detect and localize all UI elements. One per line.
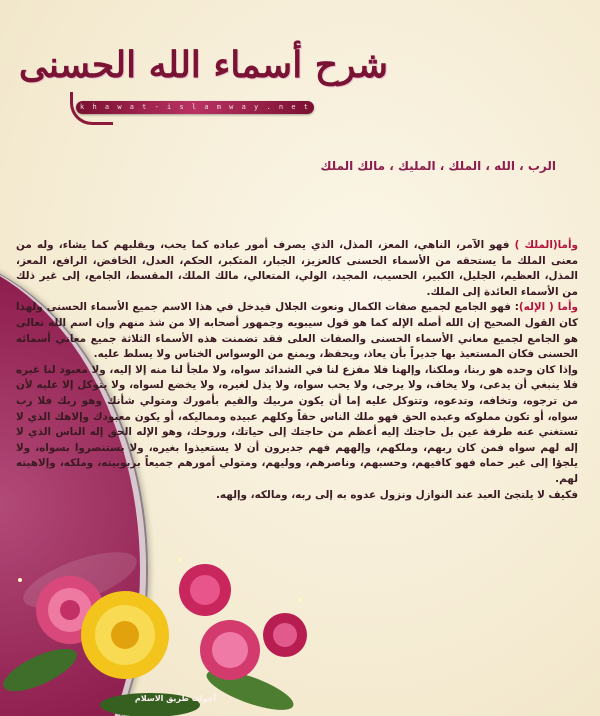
paragraph-refuge <box>16 363 578 488</box>
roses-decoration <box>0 540 330 716</box>
article-body <box>16 238 578 503</box>
paragraph-text: فهو الآمر، الناهي، المعز، المذل، الذي يصرف أمور عباده كما يحب، ويقلبهم كما يشاء، وله من معنى الملك ما يستحقه من الأسماء الحسنى كالعزيز، الجبار، المتكبر، الحكم، العدل، الخافض، الرافع، المعز، المذل، العظيم، الجليل، الكبير، الحسيب، المجيد، الولي، المتعالي، مالك الملك، المقسط، الجامع، إلى غير ذلك من الأسماء العائدة إلى الملك. <box>16 239 578 298</box>
paragraph-text: : فهو الجامع لجميع صفات الكمال ونعوت الجلال فيدخل في هذا الاسم جميع الأسماء الحسنى ولهذا كان القول الصحيح إن الله أصله الإله كما هو قول سيبويه وجمهور أصحابه إلا من شذ منهم وإن اسم الله تعالى هو الجامع لجميع معاني الأسماء الحسنى والصفات العلى فقد تضمنت هذه الأسماء الثلاثة جميع معاني أسمائه الحسنى فكان المستعيذ بها جديراً بأن يعاذ، ويحفظ، ويمنع من الوسواس الخناس ولا يسلط عليه. <box>16 301 578 361</box>
paragraph-text: فكيف لا يلتجئ العبد عند النوازل ونزول عدوه به إلى ربه، ومالكه، وإلهه. <box>215 488 578 501</box>
names-subtitle: الرب ، الله ، الملك ، المليك ، مالك الملك <box>320 159 556 173</box>
footer-credit: أخوات طريق الاسلام <box>134 694 216 703</box>
yellow-rose-icon <box>81 591 169 679</box>
paragraph-king <box>16 238 578 300</box>
site-banner: k h a w a t - i s l a m w a y . n e t <box>76 101 314 114</box>
term-king: وأما(الملك ) <box>514 239 578 251</box>
paragraph-ilah <box>16 300 578 362</box>
paragraph-closing <box>16 488 578 504</box>
red-rose-icon <box>179 564 307 680</box>
page-title: شرح أسماء الله الحسنى <box>18 44 388 86</box>
term-ilah: وأما ( الإله) <box>518 301 579 314</box>
paragraph-text: وإذا كان وحده هو ربنا، وملكنا، وإلهنا فلا مفزع لنا في الشدائد سواه، ولا ملجأ لنا منه إلا إليه، ولا معبود لنا غيره فلا ينبغي أن يدعى، ولا يخاف، ولا يرجى، ولا يحب سواه، ولا يذل لغيره، ولا يخضع لسواه، ولا يتوكل إلا عليه لأن من ترجوه، وتخافه، وتدعوه، وتتوكل عليه إما أن يكون مربيك والقيم بأمورك ومتولي شأنك وهو ربك فلا رب سواه، أو تكون مملوكه وعبده الحق فهو ملك الناس حقاً وكلهم عبيده ومماليكه، أو يكون معبودك وإلاهك الذي لا تستغني عنه طرفة عين بل حاجتك إليه أعظم من حاجتك إلى حياتك، وروحك، وهو الإله الحق إله الناس الذي لا إله لهم سواه فمن كان ربهم، وملكهم، وإلههم فهم جديرون أن لا يستعيذوا بغيره، ولا يستنصروا بسواه، ولا يلجؤا إلى غير حماه فهو كافيهم، وحسبهم، وناصرهم، ووليهم، ومتولي أمورهم جميعاً بربوبيته، وملكه، وإلاهيته لهم. <box>16 363 578 485</box>
